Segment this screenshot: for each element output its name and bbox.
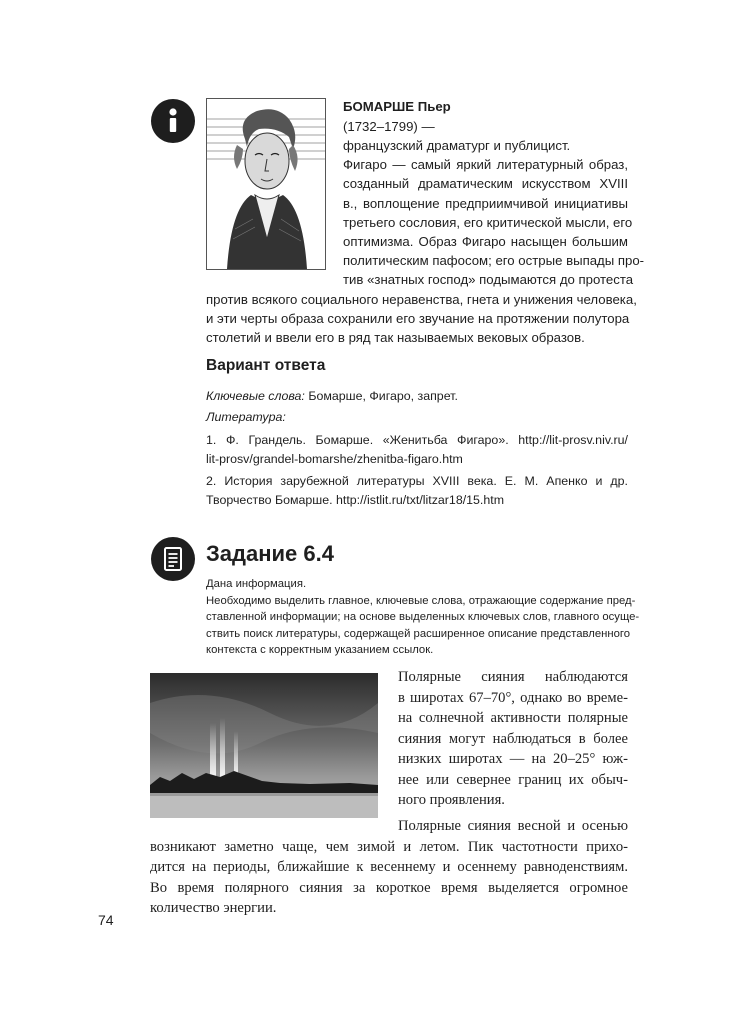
- task-line: ствить поиск литературы, содержащей расширенное описание представленного: [206, 628, 631, 640]
- keywords-value: Бомарше, Фигаро, запрет.: [304, 389, 458, 403]
- aurora-line: низких широтах — на 20–25° юж-: [398, 751, 628, 767]
- bio-line: политическим пафосом; его острые выпады про-: [343, 253, 645, 268]
- aurora-line: Полярные сияния наблюдаются: [398, 669, 628, 685]
- answer-heading: Вариант ответа: [206, 357, 326, 374]
- task-line: Дана информация.: [206, 578, 307, 590]
- reference-line: 2. История зарубежной литературы XVIII века. Е. М. Апенко и др.: [206, 474, 628, 488]
- reference-line: Творчество Бомарше. http://istlit.ru/txt/litzar18/15.htm: [206, 493, 505, 507]
- aurora-line: дится на периоды, ближайшие к весеннему и осеннему равноденствиям.: [150, 859, 628, 875]
- document-icon: [151, 537, 195, 581]
- bio-line: Фигаро — самый яркий литературный образ,: [343, 157, 628, 172]
- bio-years: (1732–1799) —: [343, 119, 435, 134]
- bio-line: и эти черты образа сохранили его звучание на протяжении полутора: [206, 311, 630, 326]
- info-icon: [151, 99, 195, 143]
- portrait-image: [206, 98, 326, 270]
- bio-line: оптимизма. Образ Фигаро насыщен большим: [343, 234, 628, 249]
- bio-name: БОМАРШЕ Пьер: [343, 99, 451, 114]
- reference-line: lit-prosv/grandel-bomarshe/zhenitba-figaro.htm: [206, 452, 463, 466]
- aurora-line: ного проявления.: [398, 792, 505, 808]
- task-title: Задание 6.4: [206, 541, 334, 566]
- aurora-line: Во время полярного сияния за короткое время выделяется огромное: [150, 880, 628, 896]
- task-line: ставленной информации; на основе выделенных ключевых слов, главного осуще-: [206, 611, 640, 623]
- aurora-line: Полярные сияния весной и осенью: [398, 818, 628, 834]
- aurora-line: нее или севернее границ их обыч-: [398, 772, 628, 788]
- bio-line: тив «знатных господ» подымаются до протеста: [343, 272, 634, 287]
- aurora-photo: [150, 673, 378, 818]
- bio-line: в., воплощение предприимчивой инициативы: [343, 196, 628, 211]
- bio-line: созданный драматическим искусством XVIII: [343, 176, 628, 191]
- aurora-line: сияния могут наблюдаться в более: [398, 731, 628, 747]
- keywords-line: [206, 387, 458, 406]
- task-line: контекста с корректным указанием ссылок.: [206, 644, 434, 656]
- bio-line: столетий и ввели его в ряд так называемых вековых образов.: [206, 330, 585, 345]
- aurora-line: возникают заметно чаще, чем зимой и летом. Пик частотности прихо-: [150, 839, 628, 855]
- aurora-line: в широтах 67–70°, однако во време-: [398, 690, 628, 706]
- aurora-line: на солнечной активности полярные: [398, 710, 628, 726]
- reference-line: 1. Ф. Грандель. Бомарше. «Женитьба Фигаро». http://lit-prosv.niv.ru/: [206, 433, 628, 447]
- aurora-line: количество энергии.: [150, 900, 277, 916]
- task-line: Необходимо выделить главное, ключевые слова, отражающие содержание пред-: [206, 595, 636, 607]
- bio-line: против всякого социального неравенства, гнета и унижения человека,: [206, 292, 637, 307]
- bio-line: французский драматург и публицист.: [343, 138, 571, 153]
- bio-line: третьего сословия, его критической мысли, его: [343, 215, 633, 230]
- literature-label: Литература:: [206, 410, 286, 424]
- keywords-label: Ключевые слова:: [206, 389, 305, 403]
- page-number: 74: [98, 912, 114, 928]
